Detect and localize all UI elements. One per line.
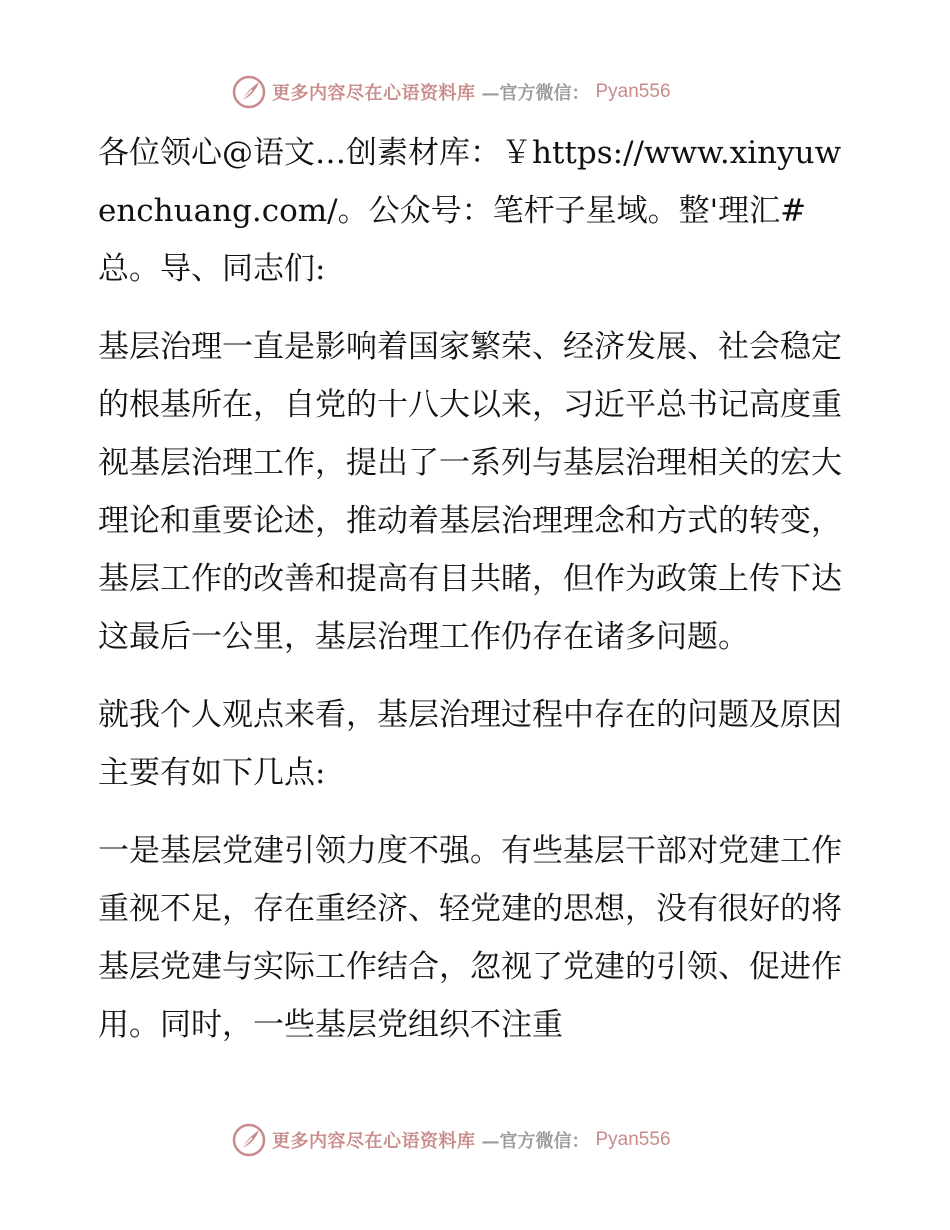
paragraph-intro: 各位领心@语文…创素材库：￥https://www.xinyuwenchuang.com/。公众号：笔杆子星域。整'理汇#总。导、同志们:: [98, 135, 842, 287]
paragraph-point-one: 一是基层党建引领力度不强。有些基层干部对党建工作重视不足，存在重经济、轻党建的思想，没有很好的将基层党建与实际工作结合，忽视了党建的引领、促进作用。同时，一些基层党组织不注重: [98, 833, 842, 1043]
footer-watermark-banner: [232, 1120, 671, 1160]
header-watermark-banner: [232, 72, 671, 112]
paragraph-background: 基层治理一直是影响着国家繁荣、经济发展、社会稳定的根基所在，自党的十八大以来，习近平总书记高度重视基层治理工作，提出了一系列与基层治理相关的宏大理论和重要论述，推动着基层治理理念和方式的转变，基层工作的改善和提高有目共睹，但作为政策上传下达这最后一公里，基层治理工作仍存在诸多问题。: [98, 329, 842, 655]
document-body: [98, 124, 858, 1074]
paragraph-problems-lead: 就我个人观点来看，基层治理过程中存在的问题及原因主要有如下几点:: [98, 697, 842, 791]
watermark-text: 更多内容尽在心语资料库: [272, 1131, 476, 1152]
watermark-wechat-id: Pyan556: [595, 81, 671, 102]
watermark-wechat-id: Pyan556: [595, 1129, 671, 1150]
feather-pen-logo-icon: [232, 75, 266, 109]
watermark-text: 更多内容尽在心语资料库: [272, 83, 476, 104]
feather-pen-logo-icon: [232, 1123, 266, 1157]
watermark-wechat-label: —官方微信：: [481, 1131, 590, 1152]
watermark-wechat-label: —官方微信：: [481, 83, 590, 104]
